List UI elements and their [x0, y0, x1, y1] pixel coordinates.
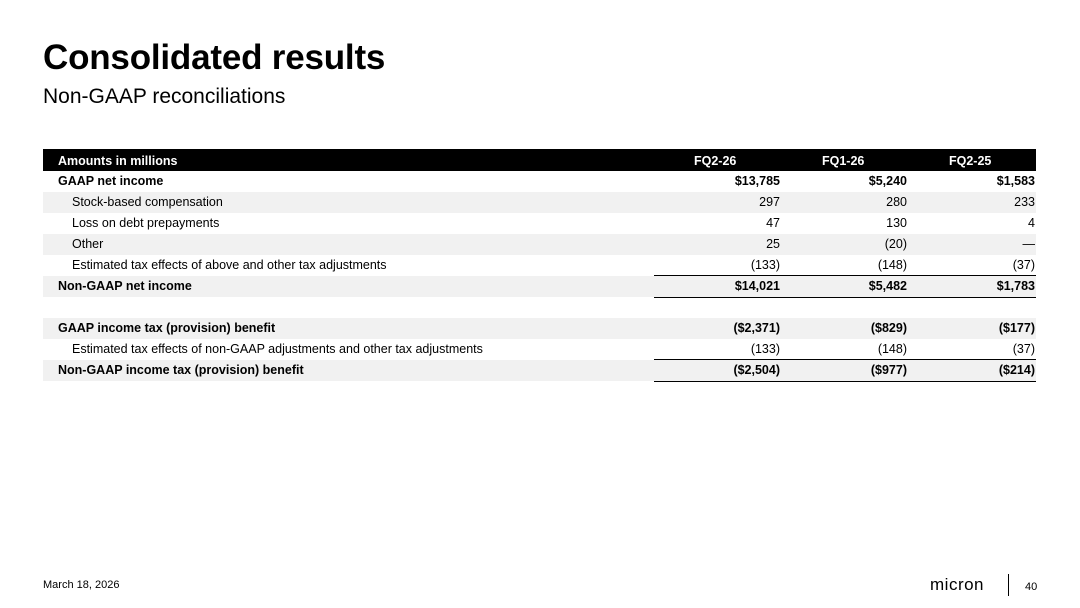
page-number: 40 — [1025, 581, 1038, 593]
row-label: Loss on debt prepayments — [72, 216, 220, 230]
footer-divider — [1008, 574, 1009, 596]
row-label: Estimated tax effects of above and other tax adjustments — [72, 258, 387, 272]
cell-value: ($214) — [998, 363, 1035, 377]
row-label: Other — [72, 237, 104, 251]
cell-value: 47 — [766, 216, 780, 230]
row-label: GAAP income tax (provision) benefit — [58, 321, 276, 335]
cell-value: ($977) — [870, 363, 907, 377]
cell-value: 280 — [886, 195, 907, 209]
cell-value: (37) — [1012, 342, 1035, 356]
cell-value: 25 — [766, 237, 780, 251]
cell-value: 4 — [1028, 216, 1035, 230]
column-header-fq1-26: FQ1-26 — [822, 154, 865, 168]
row-label: Non-GAAP net income — [58, 279, 192, 293]
cell-value: $13,785 — [734, 174, 780, 188]
cell-value: $5,240 — [868, 174, 907, 188]
cell-value: (133) — [750, 342, 780, 356]
cell-value: $1,783 — [996, 279, 1035, 293]
table-row — [43, 171, 1036, 192]
cell-value: ($829) — [870, 321, 907, 335]
column-header-fq2-25: FQ2-25 — [949, 154, 992, 168]
cell-value: $5,482 — [868, 279, 907, 293]
row-label: Non-GAAP income tax (provision) benefit — [58, 363, 304, 377]
cell-value: (20) — [884, 237, 907, 251]
table-row — [43, 255, 1036, 276]
micron-logo: micron — [930, 575, 985, 594]
row-label: Stock-based compensation — [72, 195, 223, 209]
spacer-row — [43, 297, 1036, 318]
page-title: Consolidated results — [43, 38, 386, 77]
cell-value: (148) — [877, 258, 907, 272]
cell-value: — — [1022, 237, 1035, 251]
cell-value: $1,583 — [996, 174, 1035, 188]
table-row — [43, 192, 1036, 213]
reconciliation-table — [43, 149, 1036, 381]
cell-value: ($2,504) — [733, 363, 780, 377]
page-subtitle: Non-GAAP reconciliations — [43, 85, 286, 108]
table-row-total — [43, 276, 1036, 297]
footer-date: March 18, 2026 — [43, 579, 120, 591]
cell-value: (37) — [1012, 258, 1035, 272]
table-row-total — [43, 360, 1036, 381]
row-label: Estimated tax effects of non-GAAP adjustments and other tax adjustments — [72, 342, 483, 356]
table-header-row — [43, 149, 1036, 171]
cell-value: 130 — [886, 216, 907, 230]
column-header-fq2-26: FQ2-26 — [694, 154, 737, 168]
table-row — [43, 234, 1036, 255]
total-rule — [654, 381, 1036, 382]
table-row — [43, 213, 1036, 234]
cell-value: 297 — [759, 195, 780, 209]
column-header-label: Amounts in millions — [58, 154, 178, 168]
cell-value: ($2,371) — [733, 321, 780, 335]
table-row — [43, 339, 1036, 360]
cell-value: (133) — [750, 258, 780, 272]
cell-value: $14,021 — [734, 279, 780, 293]
cell-value: ($177) — [998, 321, 1035, 335]
row-label: GAAP net income — [58, 174, 164, 188]
cell-value: 233 — [1014, 195, 1035, 209]
cell-value: (148) — [877, 342, 907, 356]
table-row — [43, 318, 1036, 339]
